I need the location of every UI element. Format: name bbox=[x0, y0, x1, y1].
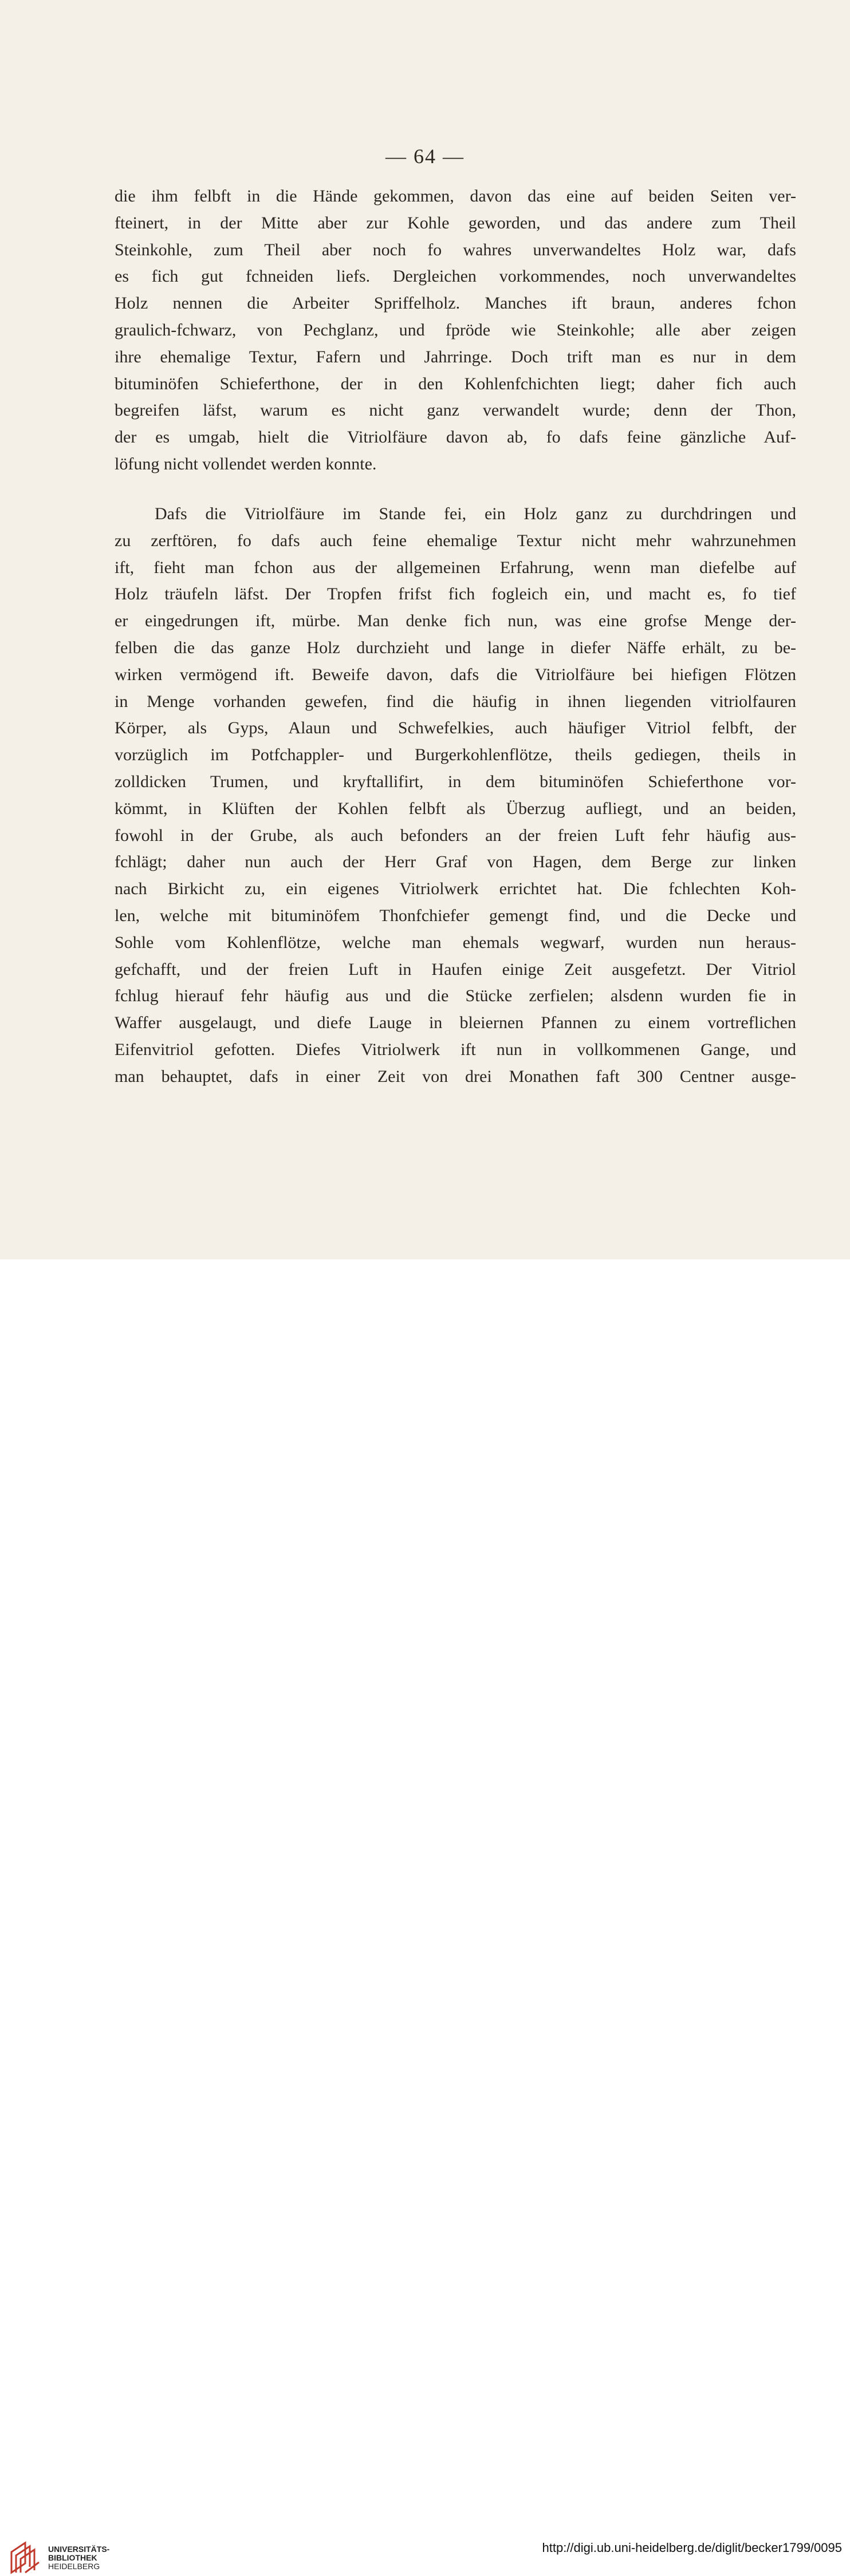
text-line: Waffer ausgelaugt, und diefe Lauge in bleiernen Pfannen zu einem vortreflichen bbox=[115, 1013, 796, 1033]
text-line: fowohl in der Grube, als auch befonders an der freien Luft fehr häufig aus- bbox=[115, 825, 796, 845]
source-url-link[interactable]: http://digi.ub.uni-heidelberg.de/diglit/becker1799/0095 bbox=[542, 2541, 842, 2555]
text-line: zolldicken Trumen, und kryftallifirt, in dem bituminöfen Schieferthone vor- bbox=[115, 772, 796, 791]
text-line: Dafs die Vitriolfäure im Stande fei, ein Holz ganz zu durchdringen und bbox=[155, 504, 796, 523]
library-name-line: UNIVERSITÄTS- bbox=[48, 2545, 110, 2554]
text-line: Steinkohle, zum Theil aber noch fo wahres unverwandeltes Holz war, dafs bbox=[115, 240, 796, 259]
text-line: nach Birkicht zu, ein eigenes Vitriolwerk errichtet hat. Die fchlechten Koh- bbox=[115, 879, 796, 899]
text-line: ift, fieht man fchon aus der allgemeinen Erfahrung, wenn man diefelbe auf bbox=[115, 558, 796, 577]
text-line: man behauptet, dafs in einer Zeit von drei Monathen faft 300 Centner ausge- bbox=[115, 1066, 796, 1086]
paragraph-1 bbox=[115, 183, 796, 478]
text-line: es fich gut fchneiden liefs. Dergleichen vorkommendes, noch unverwandeltes bbox=[115, 267, 796, 286]
text-line: die ihm felbft in die Hände gekommen, davon das eine auf beiden Seiten ver- bbox=[115, 187, 796, 206]
text-line: graulich-fchwarz, von Pechglanz, und fpröde wie Steinkohle; alle aber zeigen bbox=[115, 320, 796, 339]
library-name bbox=[48, 2545, 109, 2571]
text-line: fteinert, in der Mitte aber zur Kohle geworden, und das andere zum Theil bbox=[115, 213, 796, 232]
text-line: zu zerftören, fo dafs auch feine ehemalige Textur nicht mehr wahrzunehmen bbox=[115, 531, 796, 550]
text-line: vorzüglich im Potfchappler- und Burgerkohlenflötze, theils gediegen, theils in bbox=[115, 745, 796, 765]
scanned-page bbox=[0, 0, 850, 1259]
page-number: — 64 — bbox=[385, 145, 465, 168]
text-line: Holz nennen die Arbeiter Spriffelholz. Manches ift braun, anderes fchon bbox=[115, 294, 796, 313]
digitization-footer bbox=[0, 1259, 850, 2571]
text-line: Körper, als Gyps, Alaun und Schwefelkies, auch häufiger Vitriol felbft, der bbox=[115, 718, 796, 738]
text-line: bituminöfen Schieferthone, der in den Kohlenfchichten liegt; daher fich auch bbox=[115, 374, 796, 393]
text-line: kömmt, in Klüften der Kohlen felbft als Überzug aufliegt, und an beiden, bbox=[115, 799, 796, 818]
library-name-line: BIBLIOTHEK bbox=[48, 2553, 97, 2562]
text-line: felben die das ganze Holz durchzieht und lange in diefer Näffe erhält, zu be- bbox=[115, 638, 796, 657]
text-line: der es umgab, hielt die Vitriolfäure davon ab, fo dafs feine gänzliche Auf- bbox=[115, 428, 796, 447]
text-line: ihre ehemalige Textur, Fafern und Jahrringe. Doch trift man es nur in dem bbox=[115, 347, 796, 366]
library-name-line: HEIDELBERG bbox=[48, 2562, 100, 2571]
text-line: löfung nicht vollendet werden konnte. bbox=[115, 454, 377, 473]
text-line: fchlägt; daher nun auch der Herr Graf von Hagen, dem Berge zur linken bbox=[115, 852, 796, 872]
text-line: begreifen läfst, warum es nicht ganz verwandelt wurde; denn der Thon, bbox=[115, 401, 796, 420]
text-line: Holz träufeln läfst. Der Tropfen frifst fich fogleich ein, und macht es, fo tief bbox=[115, 584, 796, 604]
text-line: Sohle vom Kohlenflötze, welche man ehemals wegwarf, wurden nun heraus- bbox=[115, 933, 796, 952]
text-line: wirken vermögend ift. Beweife davon, dafs die Vitriolfäure bei hiefigen Flötzen bbox=[115, 665, 796, 684]
text-line: gefchafft, und der freien Luft in Haufen einige Zeit ausgefetzt. Der Vitriol bbox=[115, 959, 796, 979]
paragraph-2 bbox=[115, 501, 796, 1091]
text-line: Eifenvitriol gefotten. Diefes Vitriolwerk ift nun in vollkommenen Gange, und bbox=[115, 1040, 796, 1059]
text-line: in Menge vorhanden gewefen, find die häufig in ihnen liegenden vitriolfauren bbox=[115, 692, 796, 711]
text-line: len, welche mit bituminöfem Thonfchiefer gemengt find, und die Decke und bbox=[115, 906, 796, 925]
text-line: fchlug hierauf fehr häufig aus und die Stücke zerfielen; alsdenn wurden fie in bbox=[115, 986, 796, 1006]
library-logo-icon bbox=[8, 2539, 42, 2576]
text-line: er eingedrungen ift, mürbe. Man denke fich nun, was eine grofse Menge der- bbox=[115, 611, 796, 631]
